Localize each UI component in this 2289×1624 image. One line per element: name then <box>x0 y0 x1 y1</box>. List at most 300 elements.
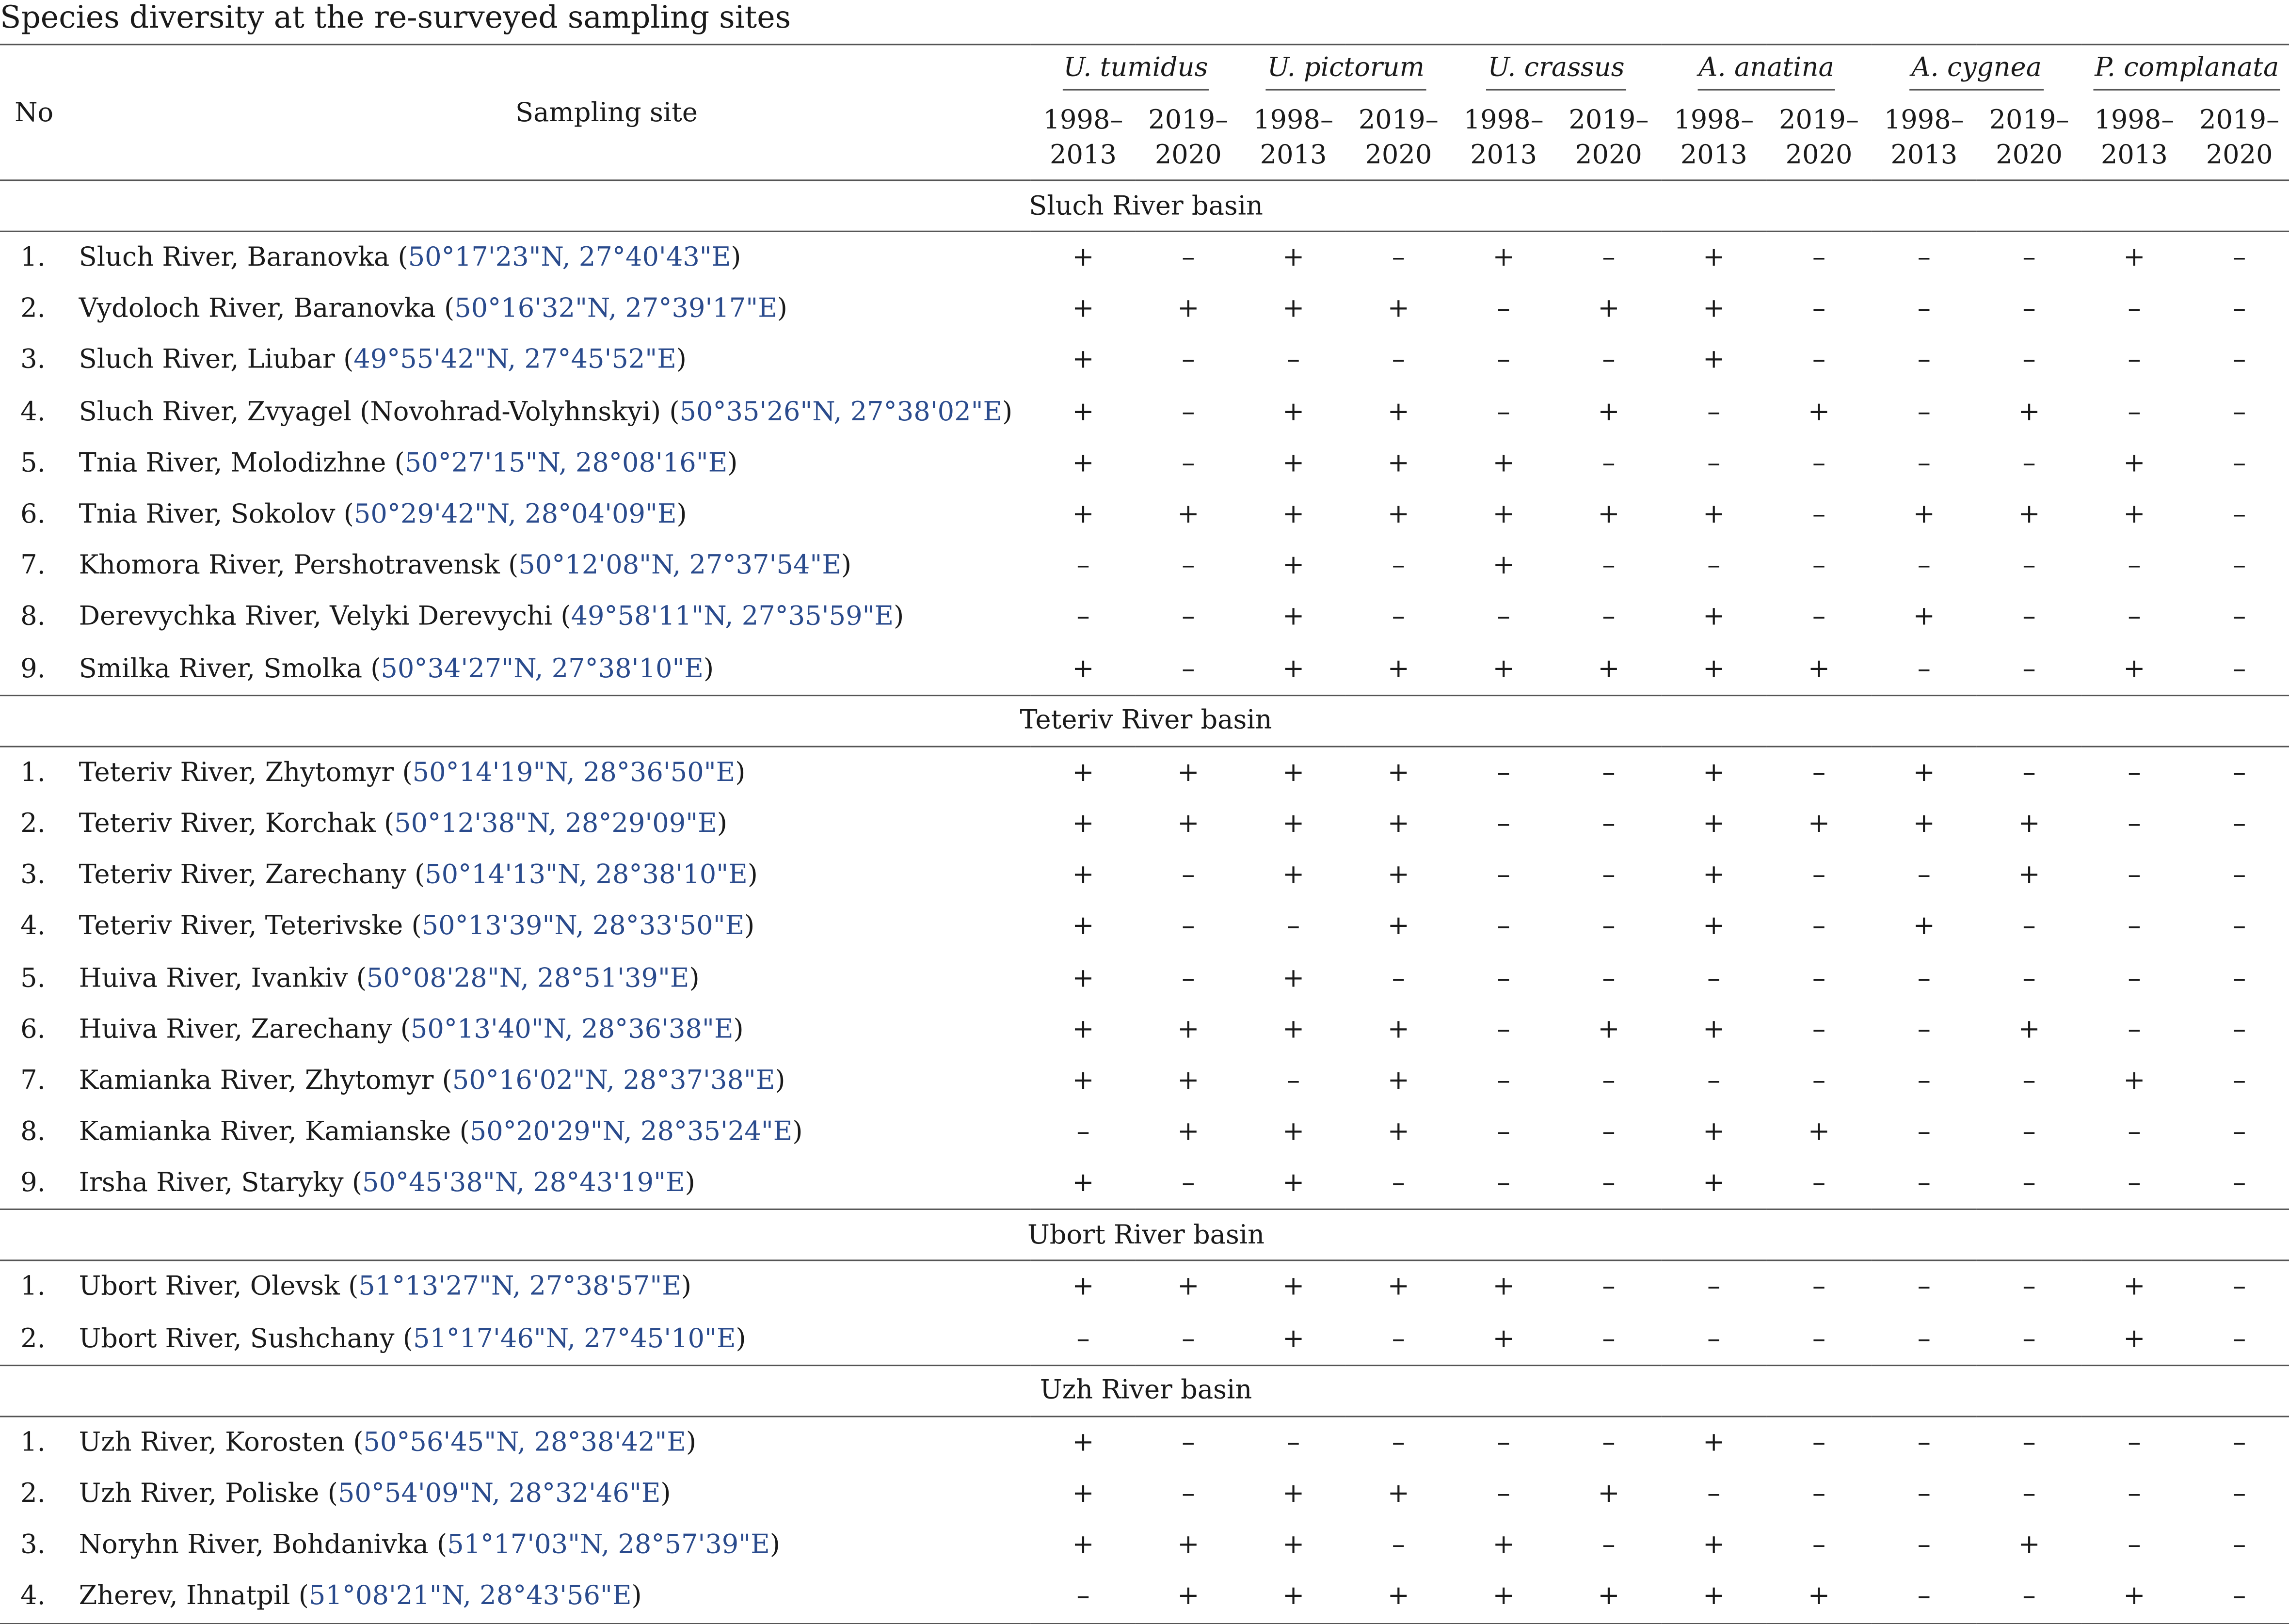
presence-cell: – <box>1497 1014 1510 1045</box>
presence-cell: – <box>2233 1014 2246 1045</box>
site-coordinates-link[interactable]: 50°56'45"N, 28°38'42"E <box>363 1427 686 1458</box>
presence-cell: – <box>1392 345 1405 376</box>
presence-cell: – <box>1602 1168 1616 1199</box>
presence-cell: + <box>1072 396 1094 428</box>
presence-cell: – <box>2128 1479 2141 1510</box>
presence-cell: – <box>1812 1014 1826 1045</box>
site-coordinates-link[interactable]: 50°12'38"N, 28°29'09"E <box>394 808 717 840</box>
table-row <box>0 798 2289 850</box>
presence-cell: – <box>2233 757 2246 788</box>
sampling-site-cell <box>67 746 1030 798</box>
presence-cell: – <box>2128 550 2141 581</box>
presence-cell: + <box>1282 396 1305 428</box>
table-row <box>0 952 2289 1003</box>
site-name: Sluch River, Liubar <box>79 345 335 376</box>
presence-cell: – <box>1917 1116 1931 1147</box>
column-header-site: Sampling site <box>67 45 1030 180</box>
presence-cell: – <box>1917 396 1931 428</box>
presence-cell: – <box>1182 1479 1195 1510</box>
paren: ) <box>689 962 700 993</box>
species-name: A. anatina <box>1697 52 1835 90</box>
presence-cell: + <box>1072 1014 1094 1045</box>
sampling-site-cell <box>67 1158 1030 1210</box>
header-row-species <box>0 45 2289 96</box>
table-row <box>0 1261 2289 1313</box>
site-coordinates-link[interactable]: 49°58'11"N, 27°35'59"E <box>571 602 894 633</box>
presence-cell: – <box>1917 962 1931 993</box>
presence-cell: + <box>1913 499 1936 530</box>
presence-cell: – <box>1182 242 1195 273</box>
presence-cell: + <box>1808 396 1830 428</box>
presence-cell: + <box>1177 808 1200 840</box>
presence-cell: + <box>1072 242 1094 273</box>
sampling-site-cell <box>67 1261 1030 1313</box>
presence-cell: – <box>1497 757 1510 788</box>
presence-cell: – <box>2233 653 2246 684</box>
site-coordinates-link[interactable]: 51°17'46"N, 27°45'10"E <box>413 1323 736 1354</box>
paren: ( <box>335 345 354 376</box>
presence-cell: + <box>1072 962 1094 993</box>
presence-cell: + <box>1282 1168 1305 1199</box>
site-coordinates-link[interactable]: 50°08'28"N, 28°51'39"E <box>366 962 689 993</box>
species-name: U. crassus <box>1487 52 1626 90</box>
row-number: 1. <box>20 1427 46 1458</box>
site-name: Uzh River, Korosten <box>79 1427 345 1458</box>
presence-cell: + <box>1072 1168 1094 1199</box>
presence-cell: + <box>1492 1323 1515 1354</box>
paren: ) <box>894 602 904 633</box>
presence-cell: – <box>1707 396 1721 428</box>
row-number: 6. <box>20 1014 46 1045</box>
presence-cell: + <box>1703 602 1725 633</box>
presence-cell: – <box>1076 550 1090 581</box>
row-number: 2. <box>20 808 46 840</box>
paren: ( <box>362 653 381 684</box>
presence-cell: + <box>1177 294 1200 325</box>
presence-cell: – <box>2233 602 2246 633</box>
presence-cell: + <box>1387 447 1410 479</box>
presence-cell: + <box>1703 1014 1725 1045</box>
table-row <box>0 231 2289 283</box>
presence-cell: – <box>2233 550 2246 581</box>
site-coordinates-link[interactable]: 50°17'23"N, 27°40'43"E <box>408 242 731 273</box>
presence-cell: + <box>1492 499 1515 530</box>
presence-cell: – <box>1602 1065 1616 1096</box>
table-row <box>0 1313 2289 1365</box>
presence-cell: – <box>2022 242 2036 273</box>
species-diversity-table <box>0 44 2289 1624</box>
presence-cell: + <box>1913 808 1936 840</box>
presence-cell: + <box>1808 1116 1830 1147</box>
presence-cell: + <box>1177 1065 1200 1096</box>
presence-cell: – <box>2022 550 2036 581</box>
presence-cell: – <box>1602 962 1616 993</box>
presence-cell: + <box>1703 1529 1725 1561</box>
presence-cell: – <box>1497 860 1510 891</box>
site-coordinates-link[interactable]: 50°16'32"N, 27°39'17"E <box>454 294 777 325</box>
presence-cell: – <box>2233 911 2246 942</box>
table-row <box>0 746 2289 798</box>
sampling-site-cell <box>67 437 1030 489</box>
presence-cell: + <box>1282 808 1305 840</box>
species-name: U. tumidus <box>1062 52 1209 90</box>
presence-cell: – <box>1812 447 1826 479</box>
species-name: U. pictorum <box>1266 52 1426 90</box>
paren: ) <box>727 447 738 479</box>
presence-cell: – <box>1812 757 1826 788</box>
site-coordinates-link[interactable]: 50°13'40"N, 28°36'38"E <box>410 1014 734 1045</box>
row-number: 4. <box>20 396 46 428</box>
presence-cell: + <box>1703 653 1725 684</box>
row-number: 5. <box>20 447 46 479</box>
presence-cell: + <box>1282 757 1305 788</box>
site-coordinates-link[interactable]: 50°29'42"N, 28°04'09"E <box>353 499 677 530</box>
presence-cell: + <box>1703 242 1725 273</box>
paren: ( <box>406 860 425 891</box>
presence-cell: – <box>2128 1427 2141 1458</box>
presence-cell: – <box>2233 499 2246 530</box>
site-name: Sluch River, Baranovka <box>79 242 390 273</box>
basin-title: Teteriv River basin <box>0 695 2289 746</box>
site-coordinates-link[interactable]: 49°55'42"N, 27°45'52"E <box>353 345 676 376</box>
presence-cell: – <box>1392 962 1405 993</box>
sampling-site-cell <box>67 1313 1030 1365</box>
presence-cell: – <box>2233 1065 2246 1096</box>
presence-cell: – <box>2128 1168 2141 1199</box>
presence-cell: + <box>1387 499 1410 530</box>
presence-cell: + <box>1177 1116 1200 1147</box>
presence-cell: + <box>1703 860 1725 891</box>
site-coordinates-link[interactable]: 50°34'27"N, 27°38'10"E <box>381 653 704 684</box>
presence-cell: – <box>1602 757 1616 788</box>
presence-cell: + <box>2018 1014 2040 1045</box>
presence-cell: – <box>1707 1323 1721 1354</box>
site-name: Ubort River, Olevsk <box>79 1272 340 1303</box>
presence-cell: + <box>2018 396 2040 428</box>
period-header: 2019– 2020 <box>1989 105 2069 171</box>
column-header-no: No <box>0 45 67 180</box>
period-header: 2019– 2020 <box>1569 105 1649 171</box>
table-row <box>0 437 2289 489</box>
site-name: Vydoloch River, Baranovka <box>79 294 436 325</box>
presence-cell: + <box>2123 447 2145 479</box>
presence-cell: – <box>1707 550 1721 581</box>
presence-cell: – <box>1602 808 1616 840</box>
presence-cell: – <box>2233 962 2246 993</box>
presence-cell: + <box>1282 653 1305 684</box>
presence-cell: – <box>1917 1168 1931 1199</box>
site-coordinates-link[interactable]: 50°16'02"N, 28°37'38"E <box>452 1065 775 1096</box>
presence-cell: + <box>2123 653 2145 684</box>
presence-cell: + <box>1387 757 1410 788</box>
sampling-site-cell <box>67 901 1030 952</box>
presence-cell: – <box>2022 1427 2036 1458</box>
paren: ( <box>451 1116 470 1147</box>
paren: ) <box>777 294 787 325</box>
presence-cell: – <box>1497 1479 1510 1510</box>
presence-cell: – <box>1602 1427 1616 1458</box>
site-name: Smilka River, Smolka <box>79 653 363 684</box>
presence-cell: – <box>1812 550 1826 581</box>
site-coordinates-link[interactable]: 50°20'29"N, 28°35'24"E <box>469 1116 793 1147</box>
site-name: Kamianka River, Kamianske <box>79 1116 451 1147</box>
presence-cell: – <box>1812 1427 1826 1458</box>
sampling-site-cell <box>67 1003 1030 1055</box>
row-number: 7. <box>20 550 46 581</box>
row-number: 6. <box>20 499 46 530</box>
presence-cell: – <box>1812 242 1826 273</box>
paren: ) <box>676 499 687 530</box>
presence-cell: + <box>1703 294 1725 325</box>
presence-cell: + <box>2123 242 2145 273</box>
paren: ( <box>394 757 413 788</box>
presence-cell: + <box>1387 396 1410 428</box>
presence-cell: + <box>1072 447 1094 479</box>
presence-cell: + <box>1072 499 1094 530</box>
presence-cell: + <box>1598 294 1620 325</box>
site-coordinates-link[interactable]: 50°45'38"N, 28°43'19"E <box>362 1168 685 1199</box>
presence-cell: + <box>2123 499 2145 530</box>
presence-cell: – <box>1602 860 1616 891</box>
presence-cell: – <box>1497 962 1510 993</box>
presence-cell: – <box>1602 1529 1616 1561</box>
presence-cell: + <box>1282 1529 1305 1561</box>
presence-cell: + <box>1282 1479 1305 1510</box>
presence-cell: – <box>2233 1427 2246 1458</box>
presence-cell: – <box>1812 860 1826 891</box>
paren: ( <box>392 1014 411 1045</box>
presence-cell: – <box>1917 1529 1931 1561</box>
presence-cell: – <box>1182 447 1195 479</box>
paren: ( <box>335 499 354 530</box>
period-header: 2019– 2020 <box>1148 105 1229 171</box>
presence-cell: + <box>1492 1272 1515 1303</box>
row-number: 1. <box>20 757 46 788</box>
sampling-site-cell <box>67 1106 1030 1158</box>
site-coordinates-link[interactable]: 50°27'15"N, 28°08'16"E <box>404 447 728 479</box>
presence-cell: – <box>1707 1479 1721 1510</box>
row-number: 9. <box>20 1168 46 1199</box>
presence-cell: + <box>1282 550 1305 581</box>
site-coordinates-link[interactable]: 50°54'09"N, 28°32'46"E <box>337 1479 661 1510</box>
presence-cell: – <box>1182 602 1195 633</box>
presence-cell: – <box>1182 962 1195 993</box>
period-header: 1998– 2013 <box>1043 105 1123 171</box>
presence-cell: – <box>1497 911 1510 942</box>
presence-cell: – <box>2022 1272 2036 1303</box>
presence-cell: – <box>1182 1168 1195 1199</box>
presence-cell: + <box>1703 345 1725 376</box>
sampling-site-cell <box>67 489 1030 540</box>
presence-cell: + <box>1241 1571 1346 1623</box>
site-name: Huiva River, Ivankiv <box>79 962 348 993</box>
basin-title: Ubort River basin <box>0 1210 2289 1261</box>
presence-cell: + <box>1598 1014 1620 1045</box>
presence-cell: – <box>1812 1323 1826 1354</box>
presence-cell: + <box>1072 653 1094 684</box>
presence-cell: – <box>2233 808 2246 840</box>
presence-cell: – <box>2128 1529 2141 1561</box>
basin-section-row <box>0 1210 2289 1261</box>
row-number: 3. <box>20 1529 46 1561</box>
presence-cell: – <box>1602 1272 1616 1303</box>
paren: ) <box>733 1014 744 1045</box>
site-coordinates-link[interactable]: 50°35'26"N, 27°38'02"E <box>679 396 1003 428</box>
paren: ) <box>676 345 687 376</box>
table-row <box>0 284 2289 335</box>
presence-cell: + <box>1387 1014 1410 1045</box>
presence-cell: – <box>1497 1168 1510 1199</box>
presence-cell: + <box>1072 1479 1094 1510</box>
presence-cell: – <box>2233 294 2246 325</box>
presence-cell: – <box>1917 294 1931 325</box>
presence-cell: – <box>1602 1116 1616 1147</box>
site-coordinates-link[interactable]: 50°12'08"N, 27°37'54"E <box>518 550 841 581</box>
site-name: Khomora River, Pershotravensk <box>79 550 500 581</box>
presence-cell: – <box>1392 550 1405 581</box>
table-body <box>0 180 2289 1623</box>
paren: ) <box>631 1581 642 1612</box>
presence-cell: + <box>1072 294 1094 325</box>
presence-cell: – <box>1917 345 1931 376</box>
presence-cell: – <box>1602 911 1616 942</box>
presence-cell: – <box>1602 550 1616 581</box>
presence-cell: + <box>1703 499 1725 530</box>
site-coordinates-link[interactable]: 50°13'39"N, 28°33'50"E <box>421 911 745 942</box>
presence-cell: – <box>2022 653 2036 684</box>
presence-cell: – <box>2128 1014 2141 1045</box>
presence-cell: + <box>1492 242 1515 273</box>
presence-cell: + <box>1072 757 1094 788</box>
presence-cell: + <box>1282 1323 1305 1354</box>
presence-cell: – <box>2233 1529 2246 1561</box>
sampling-site-cell <box>67 231 1030 283</box>
paren: ) <box>686 1427 697 1458</box>
sampling-site-cell <box>67 849 1030 901</box>
table-row <box>0 1416 2289 1468</box>
presence-cell: + <box>2123 1065 2145 1096</box>
presence-cell: – <box>2233 1323 2246 1354</box>
site-name: Ubort River, Sushchany <box>79 1323 395 1354</box>
presence-cell: – <box>2233 1272 2246 1303</box>
presence-cell: – <box>1182 345 1195 376</box>
presence-cell: – <box>1076 1116 1090 1147</box>
presence-cell: – <box>1287 1065 1300 1096</box>
presence-cell: – <box>1917 1479 1931 1510</box>
paren: ) <box>731 242 741 273</box>
presence-cell: – <box>2128 757 2141 788</box>
presence-cell: – <box>1076 1323 1090 1354</box>
presence-cell: + <box>1282 294 1305 325</box>
presence-cell: – <box>1812 1168 1826 1199</box>
site-name: Teteriv River, Zarechany <box>79 860 406 891</box>
paren: ( <box>552 602 571 633</box>
presence-cell: – <box>1917 447 1931 479</box>
presence-cell: – <box>1497 1116 1510 1147</box>
sampling-site-cell <box>67 335 1030 386</box>
paren: ) <box>769 1529 780 1561</box>
presence-cell: – <box>2022 602 2036 633</box>
presence-cell: – <box>1812 294 1826 325</box>
presence-cell: – <box>1076 602 1090 633</box>
row-number: 7. <box>20 1065 46 1096</box>
presence-cell: – <box>1707 447 1721 479</box>
site-coordinates-link[interactable]: 50°14'13"N, 28°38'10"E <box>425 860 748 891</box>
presence-cell: – <box>2128 808 2141 840</box>
table-row <box>0 1468 2289 1520</box>
presence-cell: – <box>1812 1065 1826 1096</box>
table-row <box>0 1003 2289 1055</box>
presence-cell: + <box>1282 962 1305 993</box>
presence-cell: – <box>2022 1116 2036 1147</box>
presence-cell: – <box>1497 1065 1510 1096</box>
presence-cell: – <box>1182 1427 1195 1458</box>
presence-cell: + <box>1072 808 1094 840</box>
presence-cell: – <box>1182 860 1195 891</box>
presence-cell: + <box>2123 1323 2145 1354</box>
presence-cell: – <box>2128 1116 2141 1147</box>
presence-cell: – <box>1287 345 1300 376</box>
presence-cell: – <box>1977 1571 2082 1623</box>
table-row <box>0 489 2289 540</box>
site-coordinates-link[interactable]: 51°08'21"N, 28°43'56"E <box>308 1581 632 1612</box>
presence-cell: + <box>1703 1427 1725 1458</box>
presence-cell: + <box>1387 808 1410 840</box>
sampling-site-cell <box>67 1468 1030 1520</box>
presence-cell: – <box>1917 1065 1931 1096</box>
presence-cell: + <box>1451 1571 1556 1623</box>
paren: ) <box>735 757 746 788</box>
row-number: 4. <box>20 911 46 942</box>
presence-cell: + <box>1492 1529 1515 1561</box>
sampling-site-cell <box>67 952 1030 1003</box>
table-row <box>0 1571 2289 1623</box>
presence-cell: + <box>1913 911 1936 942</box>
presence-cell: – <box>1812 499 1826 530</box>
period-header: 1998– 2013 <box>1674 105 1754 171</box>
presence-cell: – <box>1497 294 1510 325</box>
sampling-site-cell <box>67 284 1030 335</box>
table-row <box>0 1055 2289 1106</box>
presence-cell: + <box>1177 499 1200 530</box>
paren: ( <box>403 911 422 942</box>
presence-cell: – <box>2022 962 2036 993</box>
site-coordinates-link[interactable]: 51°17'03"N, 28°57'39"E <box>447 1529 770 1561</box>
presence-cell: – <box>2233 345 2246 376</box>
presence-cell: – <box>1917 653 1931 684</box>
presence-cell: – <box>2128 294 2141 325</box>
table-row <box>0 386 2289 438</box>
presence-cell: + <box>1282 860 1305 891</box>
presence-cell: + <box>1072 860 1094 891</box>
presence-cell: – <box>2128 962 2141 993</box>
row-number: 8. <box>20 602 46 633</box>
presence-cell: – <box>1392 242 1405 273</box>
presence-cell: + <box>1072 1272 1094 1303</box>
presence-cell: + <box>1387 294 1410 325</box>
presence-cell: + <box>1703 1116 1725 1147</box>
site-coordinates-link[interactable]: 50°14'19"N, 28°36'50"E <box>412 757 736 788</box>
presence-cell: – <box>2128 396 2141 428</box>
site-name: Teteriv River, Korchak <box>79 808 376 840</box>
table-row <box>0 335 2289 386</box>
sampling-site-cell <box>67 1055 1030 1106</box>
presence-cell: – <box>1812 962 1826 993</box>
presence-cell: – <box>1497 345 1510 376</box>
basin-section-row <box>0 180 2289 231</box>
presence-cell: – <box>2233 396 2246 428</box>
site-coordinates-link[interactable]: 51°13'27"N, 27°38'57"E <box>358 1272 681 1303</box>
